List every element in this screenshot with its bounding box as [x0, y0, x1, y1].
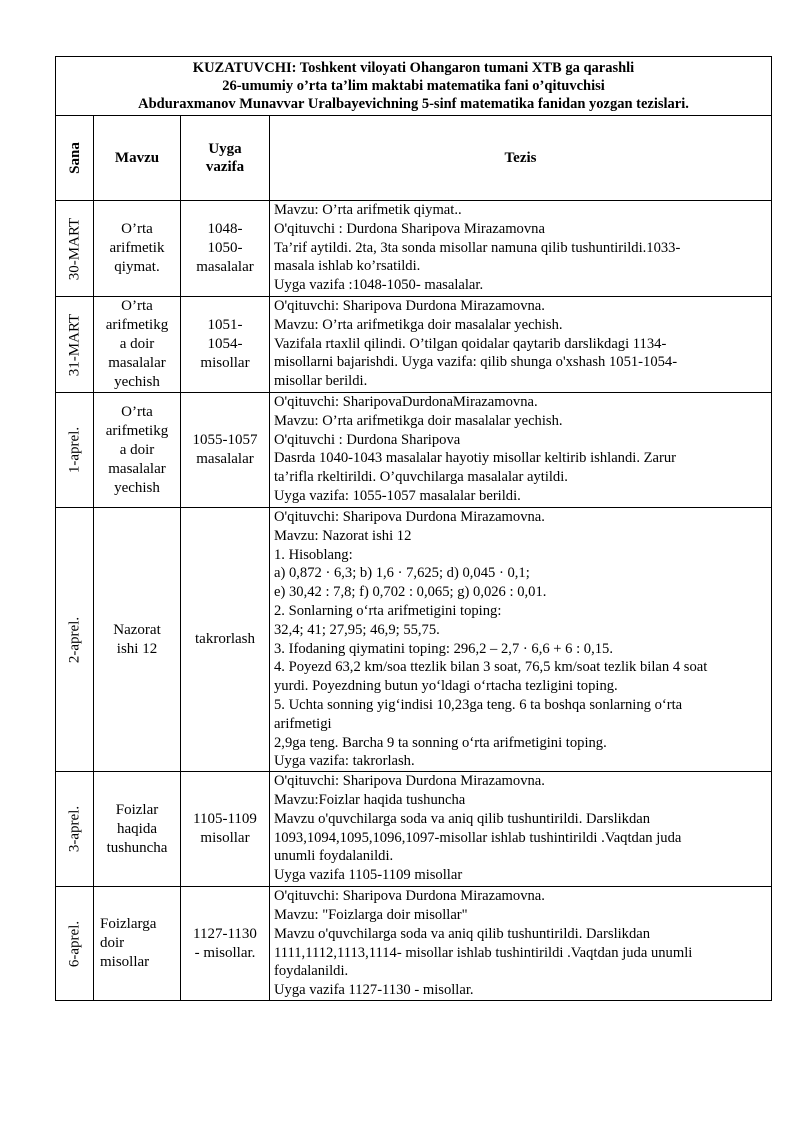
row-topic	[94, 772, 181, 887]
column-header-row	[56, 116, 772, 201]
column-header-mavzu: Mavzu	[94, 116, 181, 201]
row-thesis-line: O'qituvchi: SharipovaDurdonaMirazamovna.	[274, 394, 538, 410]
row-thesis-line: Mavzu o'quvchilarga soda va aniq qilib tushuntirildi. Darslikdan	[274, 810, 651, 827]
row-topic-line: a doir	[119, 441, 155, 458]
row-thesis-line: Uyga vazifa 1105-1109 misollar	[274, 867, 463, 884]
row-homework-line: 1055-1057	[192, 432, 258, 448]
column-header-sana: Sana	[56, 116, 94, 201]
row-thesis-line: a) 0,872 · 6,3; b) 1,6 · 7,625; d) 0,045 · 0,1;	[274, 565, 530, 582]
row-topic	[94, 508, 181, 772]
row-thesis-line: Mavzu o'quvchilarga soda va aniq qilib tushuntirildi. Darslikdan	[274, 925, 651, 942]
row-thesis-line: O'qituvchi : Durdona Sharipova	[274, 431, 461, 448]
row-thesis-line: misollar berildi.	[274, 373, 368, 390]
row-date	[56, 297, 94, 393]
row-thesis-line: foydalanildi.	[274, 963, 349, 980]
row-topic-line: tushuncha	[106, 839, 168, 856]
row-homework	[181, 772, 270, 887]
row-thesis-line: Uyga vazifa: takrorlash.	[274, 753, 415, 770]
row-thesis-line: unumli foydalanildi.	[274, 848, 394, 865]
row-thesis-line: 1093,1094,1095,1096,1097-misollar ishlab tushintirildi .Vaqtdan juda	[274, 829, 682, 846]
row-thesis-line: Uyga vazifa 1127-1130 - misollar.	[274, 982, 474, 999]
table-row	[56, 772, 772, 887]
row-topic-line: arifmetikg	[105, 422, 169, 439]
row-date	[56, 772, 94, 887]
row-thesis-line: yurdi. Poyezdning butun yo‘ldagi o‘rtacha tezligini toping.	[274, 678, 618, 695]
row-date-text: 1-aprel.	[66, 426, 82, 474]
row-thesis-line: O'qituvchi: Sharipova Durdona Mirazamovna.	[274, 773, 545, 790]
table-row	[56, 201, 772, 297]
row-thesis	[270, 887, 772, 1001]
header-row	[56, 57, 772, 116]
row-date-text: 31-MART	[66, 313, 82, 376]
row-thesis-line: Mavzu: Nazorat ishi 12	[274, 527, 412, 544]
column-header-tezis: Tezis	[270, 116, 772, 201]
row-thesis-line: 32,4; 41; 27,95; 46,9; 55,75.	[274, 621, 440, 638]
row-thesis	[270, 297, 772, 393]
table-row	[56, 393, 772, 508]
table-body	[56, 201, 772, 1001]
row-date	[56, 393, 94, 508]
row-topic-line: arifmetik	[109, 240, 165, 256]
row-thesis-line: Dasrda 1040-1043 masalalar hayotiy misollar keltirib ishlandi. Zarur	[274, 450, 677, 467]
row-thesis-line: Uyga vazifa :1048-1050- masalalar.	[274, 277, 484, 294]
row-topic-line: qiymat.	[114, 259, 160, 275]
row-thesis	[270, 393, 772, 508]
row-topic-line: Nazorat	[113, 621, 161, 638]
row-topic-line: masalalar	[108, 355, 166, 371]
row-thesis-line: Mavzu: "Foizlarga doir misollar"	[274, 906, 468, 923]
row-thesis-line: O'qituvchi: Sharipova Durdona Mirazamovna.	[274, 888, 545, 905]
row-homework-line: 1048-	[207, 221, 243, 237]
column-header-uyga-vazifa: Uyga vazifa	[181, 116, 270, 201]
row-topic-line: ishi 12	[116, 640, 158, 657]
row-topic	[94, 887, 181, 1001]
header-line-2: 26-umumiy o’rta ta’lim maktabi matematika fani o’qituvchisi	[222, 78, 605, 94]
row-topic-line: haqida	[117, 820, 157, 837]
row-topic	[94, 201, 181, 297]
header-line-3: Abduraxmanov Munavvar Uralbayevichning 5-sinf matematika fanidan yozgan tezislari.	[138, 96, 689, 112]
header-line-1: KUZATUVCHI: Toshkent viloyati Ohangaron tumani XTB ga qarashli	[192, 60, 635, 76]
row-date-text: 30-MART	[66, 217, 82, 280]
row-thesis-line: Mavzu: O’rta arifmetikga doir masalalar yechish.	[274, 316, 563, 333]
row-date-text: 3-aprel.	[66, 806, 82, 853]
row-thesis-line: 2. Sonlarning o‘rta arifmetigini toping:	[274, 602, 502, 619]
row-thesis-line: ta’rifla rkeltirildi. O’quvchilarga masalalar aytildi.	[274, 469, 568, 486]
row-date	[56, 508, 94, 772]
row-thesis-line: 5. Uchta sonning yig‘indisi 10,23ga teng. 6 ta boshqa sonlarning o‘rta	[274, 696, 683, 713]
row-thesis-line: Ta’rif aytildi. 2ta, 3ta sonda misollar namuna qilib tushuntirildi.1033-	[274, 239, 681, 256]
row-homework	[181, 297, 270, 393]
row-topic-line: masalalar	[108, 460, 166, 477]
thesis-table	[55, 56, 772, 1001]
row-topic-line: O’rta	[121, 298, 153, 314]
row-thesis-line: 1111,1112,1113,1114- misollar ishlab tushintirildi .Vaqtdan juda unumli	[274, 944, 693, 961]
row-thesis-line: masala ishlab ko’rsatildi.	[274, 258, 421, 275]
row-thesis	[270, 201, 772, 297]
row-homework	[181, 201, 270, 297]
row-thesis-line: Mavzu: O’rta arifmetik qiymat..	[274, 202, 462, 218]
row-topic	[94, 297, 181, 393]
row-homework	[181, 393, 270, 508]
row-topic-line: yechish	[114, 374, 160, 390]
row-topic-line: a doir	[119, 336, 155, 352]
row-thesis	[270, 508, 772, 772]
row-thesis-line: O'qituvchi: Sharipova Durdona Mirazamovna.	[274, 509, 545, 525]
row-thesis-line: 1. Hisoblang:	[274, 546, 353, 563]
row-homework-line: masalalar	[196, 259, 254, 275]
table-row	[56, 508, 772, 772]
row-thesis-line: Mavzu:Foizlar haqida tushuncha	[274, 791, 466, 808]
row-thesis-line: O'qituvchi : Durdona Sharipova Mirazamovna	[274, 220, 545, 237]
table-row	[56, 297, 772, 393]
row-thesis	[270, 772, 772, 887]
row-homework-line: - misollar.	[194, 944, 256, 961]
row-date-text: 6-aprel.	[66, 920, 82, 967]
row-topic-line: misollar	[100, 954, 150, 971]
row-homework-line: misollar	[200, 830, 250, 847]
row-topic	[94, 393, 181, 508]
row-homework-line: misollar	[200, 355, 250, 371]
row-homework-line: masalalar	[196, 451, 254, 467]
row-topic-line: O’rta	[121, 221, 153, 237]
row-homework	[181, 508, 270, 772]
row-thesis-line: 2,9ga teng. Barcha 9 ta sonning o‘rta arifmetigini toping.	[274, 734, 607, 751]
row-thesis-line: arifmetigi	[274, 715, 332, 732]
row-thesis-line: O'qituvchi: Sharipova Durdona Mirazamovna.	[274, 298, 545, 314]
row-topic-line: O’rta	[121, 403, 153, 420]
table-row	[56, 887, 772, 1001]
row-homework-line: 1127-1130	[193, 925, 257, 942]
row-topic-line: Foizlar	[115, 801, 159, 818]
row-thesis-line: Uyga vazifa: 1055-1057 masalalar berildi.	[274, 487, 521, 504]
row-homework-line: 1054-	[207, 336, 243, 352]
row-thesis-line: 4. Poyezd 63,2 km/soa ttezlik bilan 3 soat, 76,5 km/soat tezlik bilan 4 soat	[274, 659, 708, 676]
row-thesis-line: e) 30,42 : 7,8; f) 0,702 : 0,065; g) 0,026 : 0,01.	[274, 584, 547, 601]
row-topic-line: Foizlarga	[100, 916, 157, 933]
row-homework-line: takrorlash	[195, 631, 255, 648]
row-homework	[181, 887, 270, 1001]
row-date	[56, 201, 94, 297]
document-header	[56, 57, 772, 116]
row-thesis-line: Mavzu: O’rta arifmetikga doir masalalar yechish.	[274, 412, 563, 429]
row-topic-line: doir	[100, 935, 125, 952]
row-topic-line: yechish	[114, 479, 160, 496]
row-thesis-line: 3. Ifodaning qiymatini toping: 296,2 – 2,7 · 6,6 + 6 : 0,15.	[274, 640, 613, 657]
row-thesis-line: misollarni bajarishdi. Uyga vazifa: qilib shunga o'xshash 1051-1054-	[274, 354, 678, 371]
row-topic-line: arifmetikg	[105, 317, 169, 333]
row-homework-line: 1051-	[207, 317, 243, 333]
row-homework-line: 1105-1109	[193, 811, 257, 828]
row-thesis-line: Vazifala rtaxlil qilindi. O’tilgan qoidalar qaytarib darslikdagi 1134-	[274, 335, 667, 352]
row-date-text: 2-aprel.	[66, 616, 82, 663]
row-homework-line: 1050-	[207, 240, 243, 256]
row-date	[56, 887, 94, 1001]
